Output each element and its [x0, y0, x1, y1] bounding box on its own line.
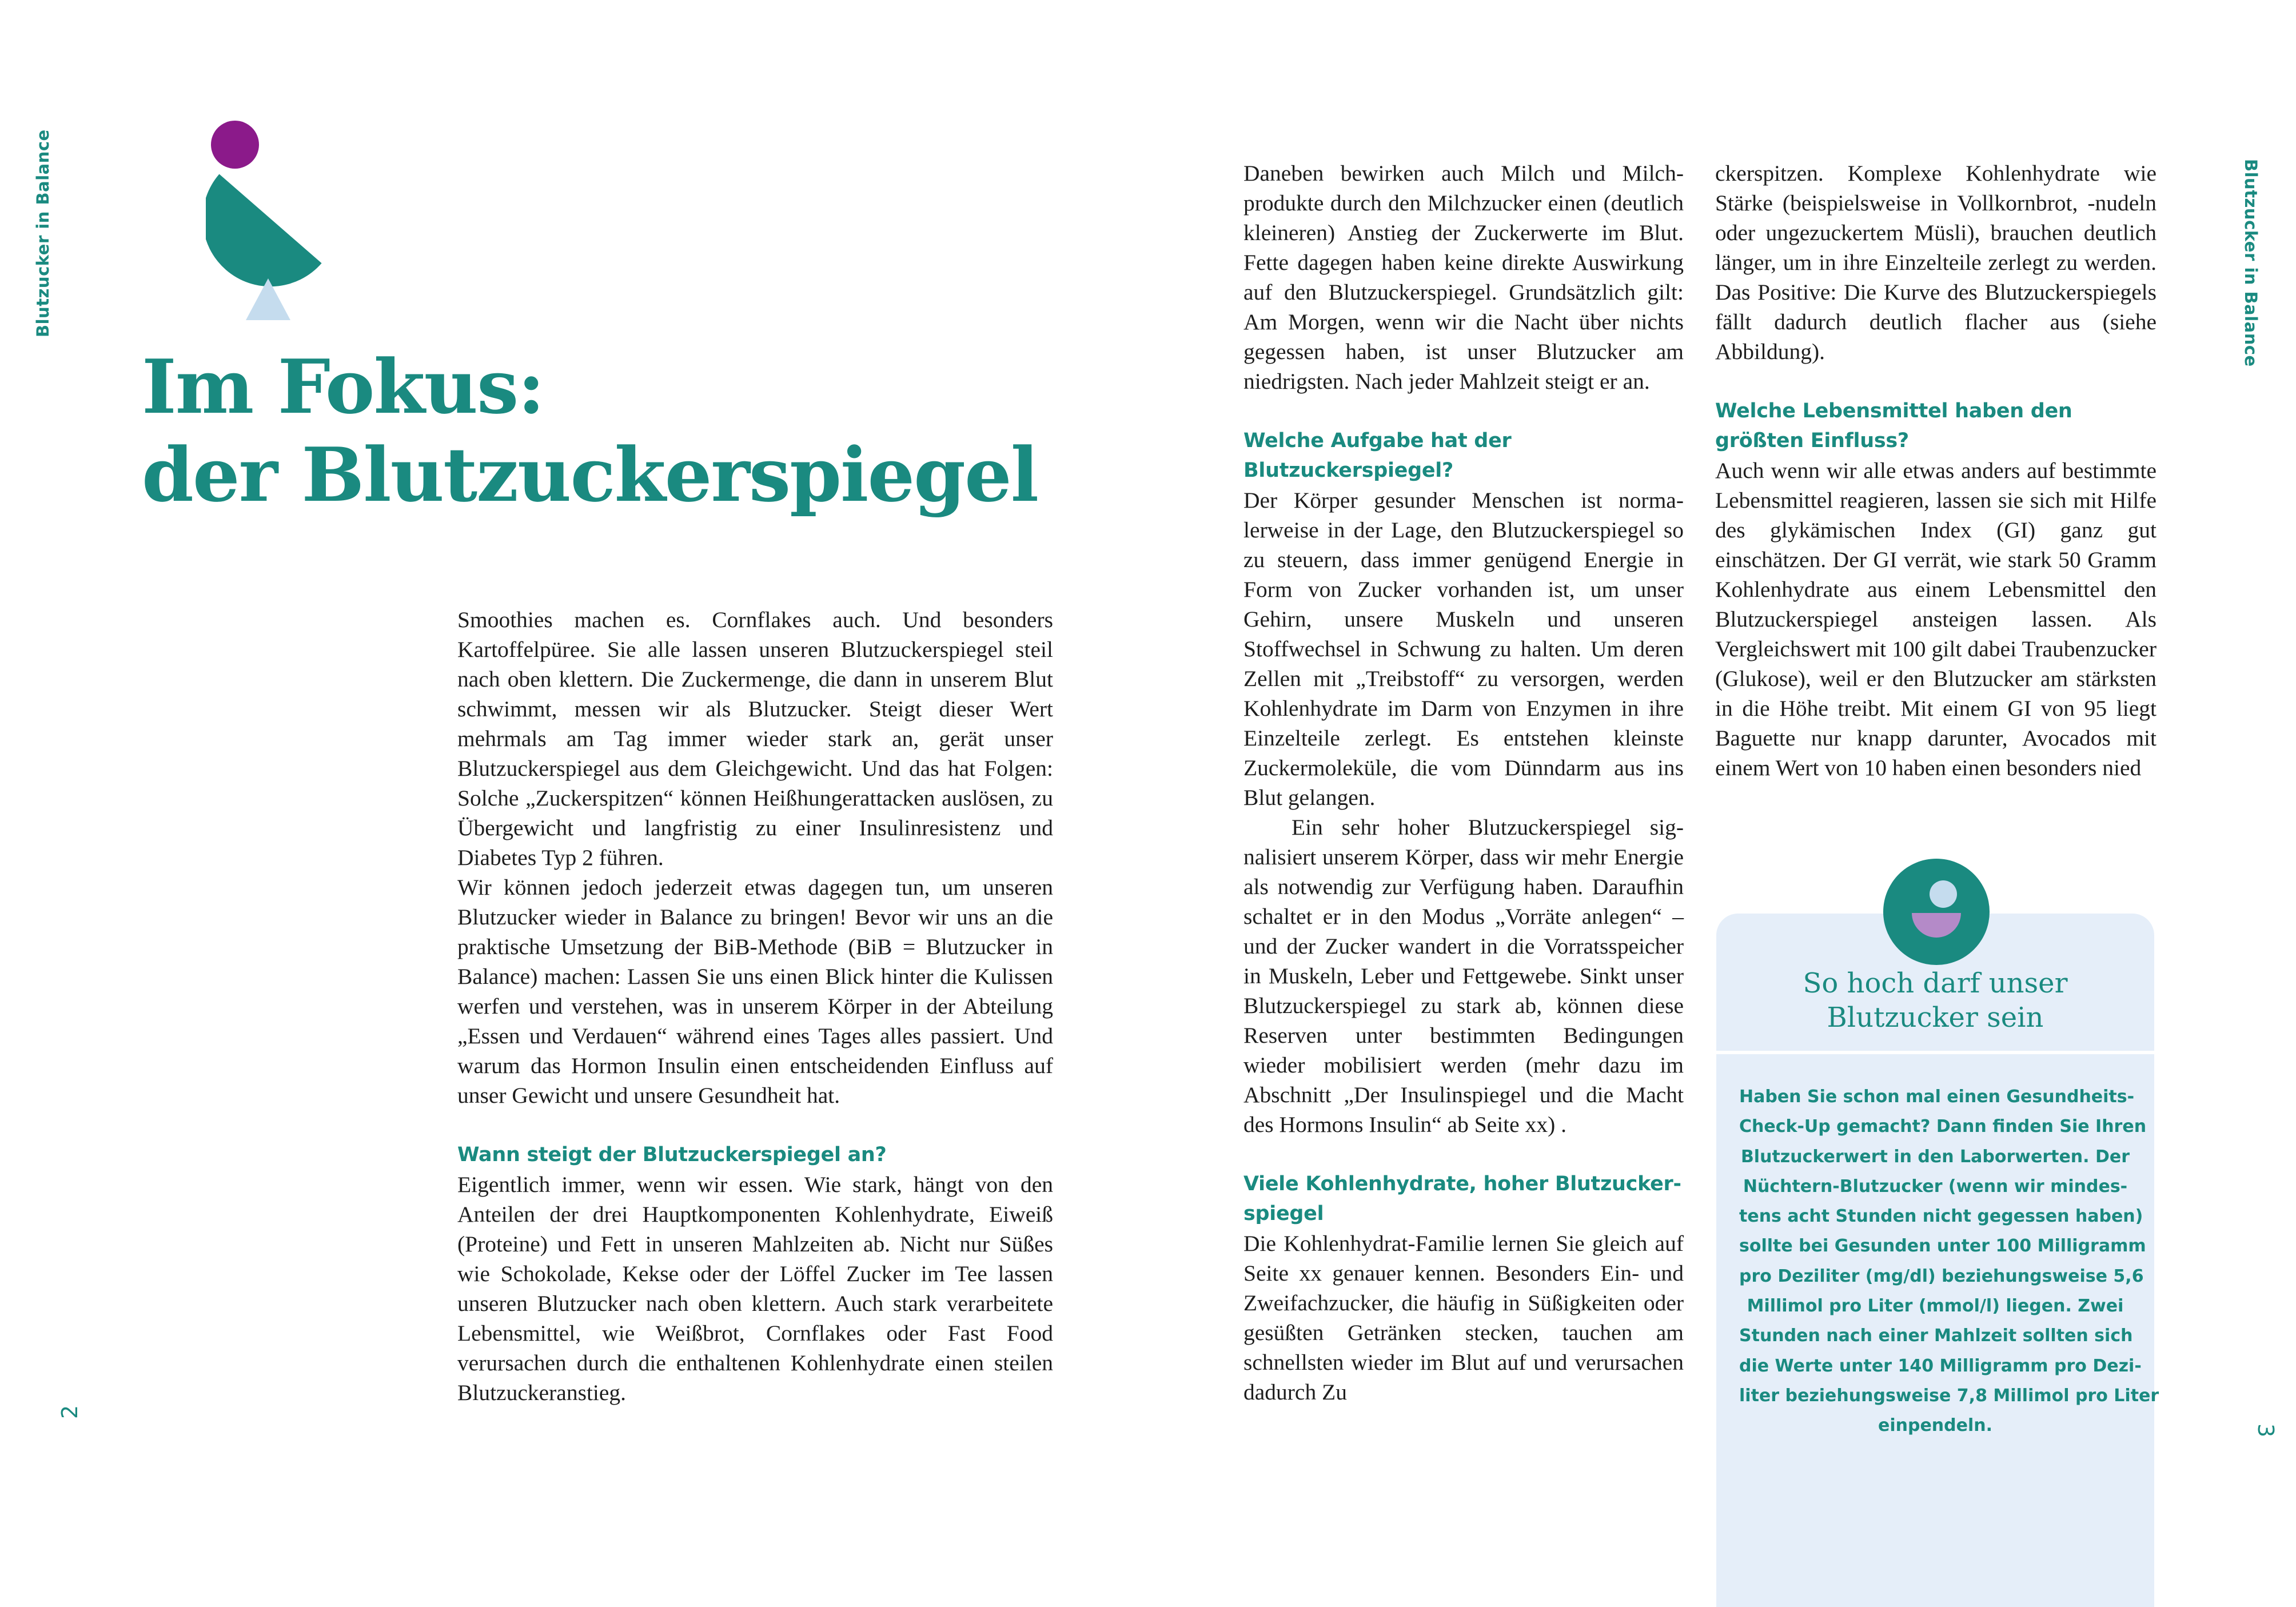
info-box-line: einpendeln. [1878, 1415, 1993, 1436]
paragraph: Eigentlich immer, wenn wir essen. Wie stark, hängt von den Anteilen der drei Hauptkomponenten Kohlenhydrate, Eiweiß (Proteine) und Fett in unseren Mahlzeiten ab. Nicht nur Süßes wie Schokolade, Kekse oder der Löffel Zucker im Tee lassen unseren Blutzucker nach oben klettern. Auch stark verarbeitete Lebensmittel, wie Weißbrot, Cornflakes oder Fast Food verursachen durch die enthaltenen Kohlenhydrate einen steilen Blutzuckeranstieg. [457, 1172, 1053, 1405]
running-header-left: Blutzucker in Balance [33, 129, 53, 337]
subheading-carbohydrates: Viele Kohlenhydrate, hoher Blutzuckerspiegel [1243, 1173, 1682, 1225]
info-box-line: Nüchtern-Blutzucker (wenn wir mindes- [1743, 1176, 2128, 1197]
title-line-1: Im Fokus: [142, 343, 544, 430]
paragraph: ckerspitzen. Komplexe Kohlenhydrate wie Stärke (beispielsweise in Vollkornbrot, -nudeln oder ungezuckertem Müsli), brauchen deutlich länger, um in ihre Einzelteile zerlegt zu werden. Das Positive: Die Kurve des Blutzuckerspiegels fällt dadurch deutlich flacher aus (siehe Abbildung). [1715, 161, 2157, 364]
running-header-right: Blutzucker in Balance [2241, 159, 2261, 367]
page-number-left: 2 [57, 1405, 82, 1419]
info-box-title [1716, 966, 2154, 1035]
icon-teal-circle [1883, 859, 1990, 965]
info-box-text [1739, 1082, 2159, 1441]
paragraph: Der Körper gesunder Menschen ist normalerweise in der Lage, den Blutzuckerspiegel so zu steuern, dass immer genügend Energie in Form von Zucker vorhanden ist, um unser Gehirn, unsere Muskeln und unseren Stoffwechsel in Schwung zu halten. Um deren Zellen mit „Treibstoff“ zu versorgen, werden Kohlenhydrate im Darm von Enzymen in ihre Einzelteile zerlegt. Es entstehen kleinste Zuckermoleküle, die vom Dünndarm aus ins Blut gelangen. [1243, 488, 1684, 810]
subheading-foods: Welche Lebensmittel haben den größten Einfluss? [1715, 400, 2072, 452]
info-box-line: Stunden nach einer Mahlzeit sollten sich [1739, 1326, 2133, 1346]
info-box-line: Millimol pro Liter (mmol/l) liegen. Zwei [1747, 1296, 2124, 1317]
paragraph: Ein sehr hoher Blutzuckerspiegel signalisiert unserem Körper, dass wir mehr Energie als notwendig zur Verfügung haben. Daraufhin schaltet er in den Modus „Vorräte anlegen“ – und der Zucker wandert in die Vorratsspeicher in Muskeln, Leber und Fettgewebe. Sinkt unser Blutzuckerspiegel zu stark ab, können diese Reserven unter bestimmten Bedingungen wieder mobilisiert werden (mehr dazu im Abschnitt „Der Insulinspiegel und die Macht des Hormons Insulin“ ab Seite xx) . [1243, 815, 1684, 1137]
paragraph: Auch wenn wir alle etwas anders auf bestimmte Lebensmittel reagieren, lassen sie sich mit Hilfe des glykämischen Index (GI) ganz gut einschätzen. Der GI verrät, wie stark 50 Gramm Kohlenhydrate aus einem Lebensmittel den Blutzuckerspiegel ansteigen lassen. Als Vergleichswert mit 100 gilt dabei Traubenzucker (Glukose), weil er den Blutzucker am stärksten in die Höhe treibt. Mit einem GI von 95 liegt Baguette nur knapp darunter, Avocados mit einem Wert von 10 haben einen besonders nied [1715, 458, 2157, 780]
info-box-title-line-1: So hoch darf unser [1803, 967, 2068, 999]
info-box-title-line-2: Blutzucker sein [1827, 1002, 2044, 1034]
subheading-blood-sugar-rise: Wann steigt der Blutzuckerspiegel an? [457, 1143, 887, 1166]
info-box-divider [1716, 1051, 2154, 1054]
info-box-line: pro Deziliter (mg/dl) beziehungsweise 5,6 [1739, 1266, 2144, 1286]
info-box-line: Blutzuckerwert in den Laborwerten. Der [1740, 1146, 2130, 1167]
subheading-purpose: Welche Aufgabe hat der Blutzuckerspiegel? [1243, 429, 1512, 482]
text-column-2 [1243, 158, 1684, 1407]
icon-light-circle [1930, 880, 1957, 908]
paragraph: Smoothies machen es. Cornflakes auch. Und besonders Kartoffelpüree. Sie alle lassen unseren Blutzuckerspiegel steil nach oben klettern. Die Zuckermenge, die dann in unserem Blut schwimmt, messen wir als Blutzucker. Steigt dieser Wert mehrmals am Tag immer wieder stark an, gerät unser Blutzuckerspiegel aus dem Gleichgewicht. Und das hat Folgen: Solche „Zuckerspitzen“ können Heißhungerattacken auslösen, zu Übergewicht und langfristig zu einer Insulinresistenz und Diabetes Typ 2 führen. [457, 607, 1053, 870]
logo-teal-half-circle [206, 174, 322, 287]
info-box-line: die Werte unter 140 Milligramm pro Dezi- [1739, 1355, 2142, 1376]
info-box-icon [1883, 859, 1990, 965]
title-line-2: der Blutzuckerspiegel [142, 431, 1038, 519]
paragraph: Daneben bewirken auch Milch und Milchprodukte durch den Milchzucker einen (deutlich kleineren) Anstieg der Zuckerwerte im Blut. Fette dagegen haben keine direkte Auswirkung auf den Blutzuckerspiegel. Grundsätzlich gilt: Am Morgen, wenn wir die Nacht über nichts gegessen haben, ist unser Blutzucker am niedrigsten. Nach jeder Mahlzeit steigt er an. [1243, 161, 1684, 394]
page-number-right: 3 [2253, 1423, 2278, 1438]
balance-figure-logo [206, 117, 326, 323]
text-column-3 [1715, 158, 2157, 783]
info-box-line: sollte bei Gesunden unter 100 Milligramm [1739, 1236, 2146, 1257]
page-title [142, 343, 1038, 519]
info-box [1716, 914, 2159, 1607]
text-column-1 [457, 605, 1053, 1407]
info-box-line: tens acht Stunden nicht gegessen haben) [1739, 1206, 2143, 1227]
info-box-line: liter beziehungsweise 7,8 Millimol pro Liter [1739, 1385, 2159, 1406]
paragraph: Wir können jedoch jederzeit etwas dagegen tun, um unseren Blutzucker wieder in Balance zu bringen! Bevor wir uns an die praktische Umsetzung der BiB-Methode (BiB = Blutzucker in Balance) machen: Lassen Sie uns einen Blick hinter die Kulissen werfen und verstehen, was in unserem Körper in der Abteilung „Essen und Verdauen“ während eines Tages alles passiert. Und warum das Hormon Insulin einen entscheidenden Einfluss auf unser Gewicht und unsere Gesundheit hat. [457, 875, 1053, 1108]
paragraph: Die Kohlenhydrat-Familie lernen Sie gleich auf Seite xx genauer kennen. Besonders Ein- und Zweifachzucker, die häufig in Süßigkeiten oder gesüßten Getränken stecken, tauchen am schnellsten wieder im Blut auf und verursachen dadurch Zu [1243, 1231, 1684, 1405]
logo-purple-circle [211, 121, 259, 169]
info-box-line: Check-Up gemacht? Dann finden Sie Ihren [1739, 1116, 2147, 1137]
info-box-line: Haben Sie schon mal einen Gesundheits- [1739, 1087, 2135, 1107]
